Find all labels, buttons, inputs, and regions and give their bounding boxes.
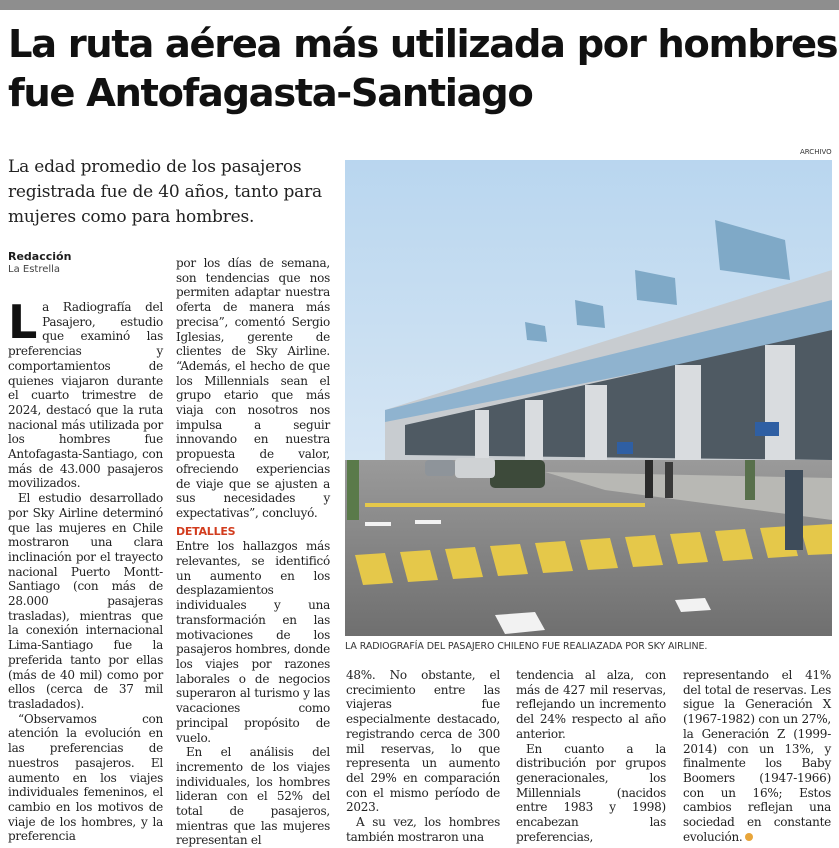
paragraph: por los días de semana, son tendencias que nos permiten adaptar nuestra oferta de manera más precisa”, comentó Sergio Iglesias, gerente de clientes de Sky Airline. “Además, el hecho de que los Millennials sean el grupo etario que más viaja con nosotros nos impulsa a seguir innovando en nuestra propuesta de valor, ofreciendo experiencias de viaje que se ajusten a sus necesidades y expectativas”, concluyó. xyxy=(176,256,330,520)
deck-subtitle: La edad promedio de los pasajeros registrada fue de 40 años, tanto para mujeres como para hombres. xyxy=(8,157,322,227)
paragraph: A su vez, los hombres también mostraron una xyxy=(346,815,500,844)
paragraph: tendencia al alza, con más de 427 mil reservas, reflejando un incremento del 24% respecto al año anterior. xyxy=(516,668,666,741)
paragraph: 48%. No obstante, el crecimiento entre las viajeras fue especialmente destacado, registrando cerca de 300 mil reservas, lo que representa un aumento del 29% en comparación con el mismo período de 2023. xyxy=(346,668,500,815)
column-5 xyxy=(683,668,831,844)
airport-photo xyxy=(345,160,832,636)
paragraph xyxy=(8,295,163,491)
top-rule xyxy=(0,0,839,10)
column-3 xyxy=(346,668,500,844)
byline-outlet: La Estrella xyxy=(8,264,61,275)
section-subhead: DETALLES xyxy=(176,524,236,538)
paragraph: En cuanto a la distribución por grupos generacionales, los Millennials (nacidos entre 1983 y 1998) encabezan las preferencias, xyxy=(516,741,666,844)
paragraph xyxy=(683,668,831,844)
paragraph-text: a Radiografía del Pasajero, estudio que examinó las preferencias y comportamientos de quienes viajaron durante el cuarto trimestre de 2024, destacó que la ruta nacional más utilizada por los hombres fue Antofagasta-Santiago, con más de 43.000 pasajeros movilizados. xyxy=(8,300,163,491)
end-mark-icon xyxy=(745,833,753,841)
paragraph: “Observamos con atención la evolución en las preferencias de nuestros pasajeros. El aumento en los viajes individuales femeninos, el cambio en los motivos de viaje de los hombres, y la preferencia xyxy=(8,711,163,844)
dropcap: L xyxy=(8,295,38,349)
paragraph: El estudio desarrollado por Sky Airline determinó que las mujeres en Chile mostraron una clara inclinación por el trayecto nacional Puerto Montt-Santiago (con más de 28.000 pasajeras trasladas), mientras que la conexión internacional Lima-Santiago fue la preferida tanto por ellas (más de 40 mil) como por ellos (cerca de 37 mil trasladados). xyxy=(8,491,163,711)
photo-credit: ARCHIVO xyxy=(800,148,832,156)
paragraph: Entre los hallazgos más relevantes, se identificó un aumento en los desplazamientos individuales y una transformación en las motivaciones de los pasajeros hombres, donde los viajes por razones laborales o de negocios superaron al turismo y las vacaciones como principal propósito de vuelo. xyxy=(176,539,330,745)
headline: La ruta aérea más utilizada por hombres fue Antofagasta-Santiago xyxy=(8,22,838,116)
paragraph-text: representando el 41% del total de reservas. Les sigue la Generación X (1967-1982) con un 27%, la Generación Z (1999-2014) con un 13%, y finalmente los Baby Boomers (1947-1966) con un 16%; Estos cambios reflejan una sociedad en constante evolución. xyxy=(683,668,831,844)
column-2 xyxy=(176,256,330,848)
paragraph: En el análisis del incremento de los viajes individuales, los hombres lideran con el 52% del total de pasajeros, mientras que las mujeres representan el xyxy=(176,745,330,848)
byline-author: Redacción xyxy=(8,250,72,263)
column-4 xyxy=(516,668,666,844)
column-1 xyxy=(8,295,163,844)
photo-caption: LA RADIOGRAFÍA DEL PASAJERO CHILENO FUE REALIAZADA POR SKY AIRLINE. xyxy=(345,641,708,652)
byline xyxy=(8,250,168,276)
